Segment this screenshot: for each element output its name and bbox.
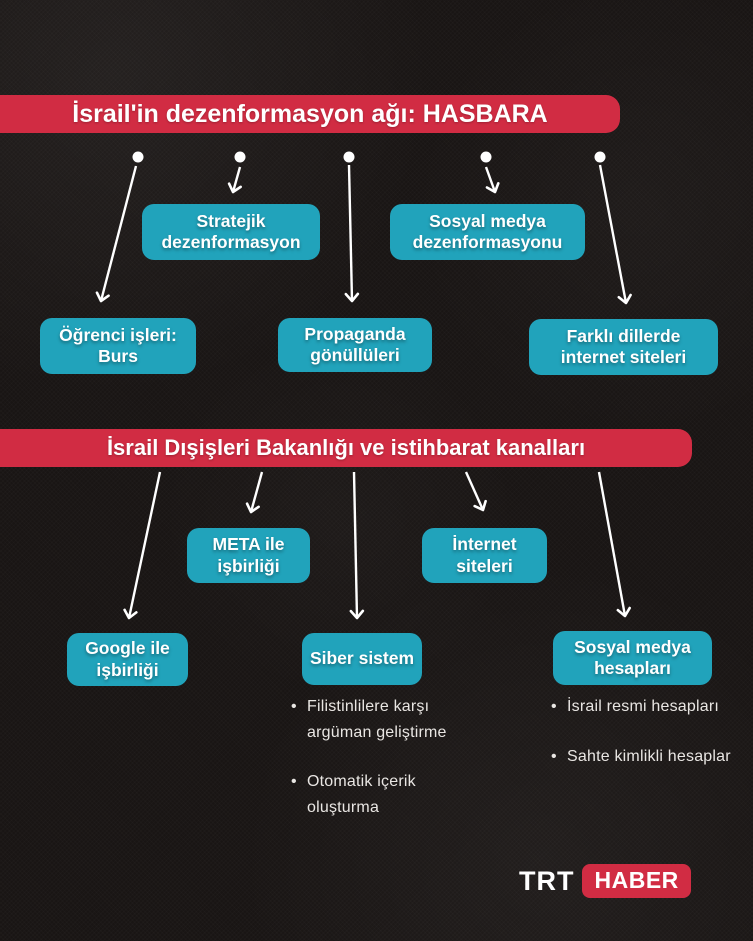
arrow-to-propaganda [349, 165, 352, 301]
node-sosyal-medya-dezenformasyonu: Sosyal medya dezenformasyonu [390, 204, 585, 260]
section-title-hasbara: İsrail'in dezenformasyon ağı: HASBARA [0, 95, 620, 133]
arrow-to-sosyaldez [486, 167, 495, 192]
list-item [291, 769, 487, 820]
arrow-to-meta [251, 472, 262, 512]
bullet-icon: • [551, 747, 557, 765]
bullet-text: Sahte kimlikli hesaplar [567, 747, 731, 765]
node-sosyal-medya-hesaplari: Sosyal medya hesapları [553, 631, 712, 685]
section-title-ministry: İsrail Dışişleri Bakanlığı ve istihbarat kanalları [0, 429, 692, 467]
arrow-to-stratejik [233, 167, 240, 192]
siber-sistem-bullet-list [291, 694, 487, 844]
bullet-text: İsrail resmi hesapları [567, 698, 720, 715]
bullet-text: Filistinlilere karşı argüman geliştirme [307, 698, 447, 741]
node-ogrenci-isleri-burs: Öğrenci işleri: Burs [40, 318, 196, 374]
bullet-text: Otomatik içerik oluşturma [307, 773, 416, 816]
list-item [551, 694, 736, 720]
haber-logo-badge: HABER [582, 864, 690, 898]
node-google-ile-isbirligi: Google ile işbirliği [67, 633, 188, 686]
trt-logo-text: TRT [519, 865, 575, 896]
connector-dot [481, 152, 492, 163]
node-internet-siteleri: İnternet siteleri [422, 528, 547, 583]
node-farkli-dillerde-internet-siteleri: Farklı dillerde internet siteleri [529, 319, 718, 375]
node-stratejik-dezenformasyon: Stratejik dezenformasyon [142, 204, 320, 260]
arrow-to-ogrenci [101, 166, 136, 301]
connector-dot [344, 152, 355, 163]
connector-dot [595, 152, 606, 163]
connector-dots [133, 152, 606, 163]
arrow-to-siber [354, 472, 357, 618]
node-siber-sistem: Siber sistem [302, 633, 422, 685]
connector-dot [235, 152, 246, 163]
arrow-to-sosyalhes [599, 472, 625, 616]
list-item [551, 744, 736, 770]
sosyal-medya-bullet-list [551, 694, 736, 793]
connector-dot [133, 152, 144, 163]
bullet-icon: • [551, 698, 557, 715]
trt-haber-logo [519, 864, 691, 898]
arrow-to-farkli [600, 165, 626, 303]
node-meta-ile-isbirligi: META ile işbirliği [187, 528, 310, 583]
bullet-icon: • [291, 773, 297, 791]
list-item [291, 694, 487, 745]
arrow-to-internet [466, 472, 483, 510]
bullet-icon: • [291, 698, 297, 715]
arrow-to-google [129, 472, 160, 618]
node-propaganda-gonulluleri: Propaganda gönüllüleri [278, 318, 432, 372]
